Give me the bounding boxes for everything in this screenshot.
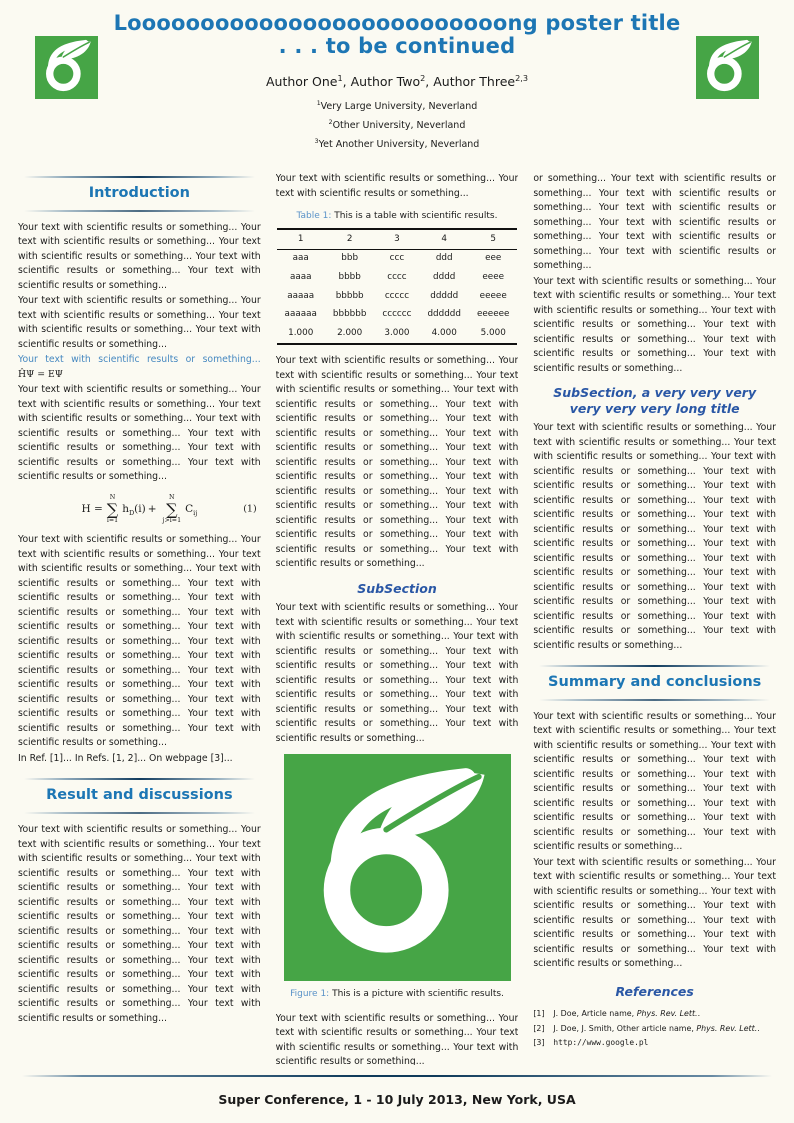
table-header-row bbox=[277, 229, 518, 249]
reference-text: J. Doe, Article name, Phys. Rev. Lett.. bbox=[553, 1009, 701, 1019]
reference-label: [2] bbox=[533, 1023, 545, 1033]
poster-title-line2: . . . to be continued bbox=[278, 33, 516, 58]
references-title: References bbox=[615, 983, 694, 999]
table-row bbox=[277, 249, 518, 268]
table-header-cell: 2 bbox=[325, 229, 375, 249]
green-leaf-logo bbox=[35, 36, 98, 99]
table-cell: 5.000 bbox=[480, 328, 506, 339]
section-summary bbox=[539, 665, 770, 701]
section-introduction bbox=[24, 176, 255, 212]
table-header-cell: 4 bbox=[419, 229, 469, 249]
section-results bbox=[24, 778, 255, 814]
reference-item bbox=[533, 1036, 776, 1050]
footer-conference-text: Super Conference, 1 - 10 July 2013, New York, USA bbox=[218, 1092, 576, 1107]
table-cell: eeeeee bbox=[476, 309, 510, 320]
table-cell: aaaa bbox=[289, 271, 312, 282]
table-header-cell: 5 bbox=[469, 229, 517, 249]
reference-label: [3] bbox=[533, 1037, 545, 1047]
table-row bbox=[277, 287, 518, 306]
figure-caption-text: This is a picture with scientific results. bbox=[329, 989, 504, 1000]
table-cell: dddd bbox=[433, 271, 456, 282]
table-cell: bbbb bbox=[338, 271, 361, 282]
column-middle bbox=[276, 172, 519, 1065]
body-paragraph: Your text with scientific results or something... Your text with scientific results or something... Your text with scientific results or something... Your text with scientific results or something... Your text with scientific results or something... bbox=[18, 221, 261, 291]
green-leaf-logo bbox=[696, 36, 759, 99]
subsection-title: SubSection, a very very very very very very long title bbox=[553, 385, 757, 416]
table-cell: cccccc bbox=[382, 309, 412, 320]
section-rule-bottom bbox=[24, 812, 255, 814]
body-paragraph: Your text with scientific results or something... Your text with scientific results or something... Your text with scientific results or something... Your text with scientific results or something... Your text with scientific results or something... Your text with scientific results or something... Your text with scientific results or something... Your text with scientific results or something... Your text with scientific results or something... Your text with scientific results or something... Your text with scientific results or something... Your text with scientific results or something... Your text with scientific results or something... Your text with scientific results or something... Your text with scientific results or something... bbox=[18, 534, 261, 749]
column-left bbox=[18, 172, 261, 1065]
table-header-cell: 3 bbox=[374, 229, 419, 249]
table-row bbox=[277, 306, 518, 325]
body-paragraph: Your text with scientific results or something... Your text with scientific results or something... Your text with scientific results or something... Your text with scientific results or something... Your text with scientific results or something... Your text with scientific results or something... Your text with scientific results or something... Your text with scientific results or something... Your text with scientific results or something... Your text with scientific results or something... Your text with scientific results or something... Your text with scientific results or something... Your text with scientific results or something... Your text with scientific results or something... Your text with scientific results or something... Your text with scientific results or something... bbox=[533, 422, 776, 651]
table-cell: eeee bbox=[482, 271, 505, 282]
poster-columns bbox=[18, 172, 776, 1065]
reference-text bbox=[553, 1036, 648, 1050]
citations-line: In Ref. [1]... In Refs. [1, 2]... On webpage [3]... bbox=[18, 752, 233, 764]
poster-header bbox=[0, 0, 794, 154]
table-cell: eeeee bbox=[479, 290, 507, 301]
table-header-cell: 1 bbox=[277, 229, 325, 249]
table-cell: 1.000 bbox=[288, 328, 314, 339]
table-caption-text: This is a table with scientific results. bbox=[331, 211, 498, 221]
table-cell: dddddd bbox=[427, 309, 461, 320]
reference-label: [1] bbox=[533, 1009, 545, 1019]
body-paragraph: or something... Your text with scientific results or something... Your text with scientific results or something... Your text with scientific results or something... Your text with scientific results or something... Your text with scientific results or something... Your text with scientific results or something... bbox=[533, 173, 776, 271]
table-cell: cccc bbox=[387, 271, 407, 282]
table-caption bbox=[276, 209, 519, 223]
equation-plus: + bbox=[147, 503, 157, 516]
affiliations bbox=[0, 97, 794, 154]
poster-title-line1: Loooooooooooooooooooooooooong poster title bbox=[113, 11, 681, 35]
emphasized-line bbox=[18, 353, 261, 382]
author: , Author Three$^{2,3}$ bbox=[425, 72, 529, 89]
column-right bbox=[533, 172, 776, 1065]
affiliation: $^1$Very Large University, Neverland bbox=[316, 99, 478, 112]
section-rule-bottom bbox=[539, 699, 770, 701]
authors-line bbox=[0, 72, 794, 88]
section-rule-bottom bbox=[24, 210, 255, 212]
table-cell: 4.000 bbox=[431, 328, 457, 339]
body-paragraph: Your text with scientific results or something... Your text with scientific results or something... Your text with scientific results or something... Your text with scientific results or something... Your text with scientific results or something... Your text with scientific results or something... Your text with scientific results or something... bbox=[533, 275, 776, 374]
table-cell: ddd bbox=[435, 253, 453, 264]
reference-list bbox=[533, 1007, 776, 1050]
section-title: Result and discussions bbox=[46, 787, 233, 804]
table-cell: bbb bbox=[341, 253, 359, 264]
summation-symbol: N ∑ j>i=1 bbox=[162, 493, 182, 524]
body-paragraph: Your text with scientific results or something... Your text with scientific results or something... Your text with scientific results or something... Your text with scientific results or something... bbox=[275, 1012, 519, 1065]
figure-caption-label: Figure 1: bbox=[290, 989, 330, 1000]
table-cell: ccc bbox=[389, 253, 405, 264]
results-table bbox=[277, 228, 518, 345]
body-paragraph: Your text with scientific results or something... Your text with scientific results or something... Your text with scientific results or something... Your text with scientific results or something... Your text with scientific results or something... Your text with scientific results or something... Your text with scientific results or something... Your text with scientific results or something... Your text with scientific results or something... Your text with scientific results or something... Your text with scientific results or something... Your text with scientific results or something... Your text with scientific results or something... Your text with scientific results or something... Your text with scientific results or something... bbox=[275, 355, 519, 570]
table-cell: aaaaaa bbox=[284, 309, 317, 320]
table-cell: aaaaa bbox=[287, 290, 315, 301]
equation-term: $C_{ij}$ bbox=[185, 502, 198, 518]
body-paragraph: Your text with scientific results or something... Your text with scientific results or something... Your text with scientific results or something... Your text with scientific results or something... Your text with scientific results or something... Your text with scientific results or something... Your text with scientific results or something... Your text with scientific results or something... Your text with scientific results or something... Your text with scientific results or something... Your text with scientific results or something... Your text with scientific results or something... Your text with scientific results or something... Your text with scientific results or something... bbox=[18, 824, 261, 1024]
equation-lhs: H bbox=[81, 503, 91, 516]
author: , Author Two$^2$ bbox=[342, 72, 426, 89]
equation-equals: = bbox=[93, 503, 103, 516]
summation-symbol: N ∑ i=1 bbox=[106, 493, 119, 524]
table-cell: 2.000 bbox=[337, 328, 363, 339]
reference-item bbox=[533, 1022, 776, 1036]
table-row bbox=[277, 268, 518, 287]
equation-number: (1) bbox=[243, 503, 257, 515]
subsection-title: SubSection bbox=[357, 580, 437, 596]
table-cell: bbbbbb bbox=[332, 309, 367, 320]
body-paragraph: Your text with scientific results or something... Your text with scientific results or something... Your text with scientific results or something... Your text with scientific results or something... Your text with scientific results or something... Your text with scientific results or something... Your text with scientific results or something... Your text with scientific results or something... Your text with scientific results or something... Your text with scientific results or something... bbox=[533, 710, 776, 853]
display-equation bbox=[18, 495, 261, 525]
body-paragraph: Your text with scientific results or something... Your text with scientific results or something... Your text with scientific results or something... Your text with scientific results or something... Your text with scientific results or something... Your text with scientific results or something... Your text with scientific results or something... Your text with scientific results or something... bbox=[533, 856, 776, 970]
author: Author One$^1$ bbox=[265, 72, 343, 89]
table-row bbox=[277, 325, 518, 345]
table-body bbox=[277, 249, 518, 344]
poster-title bbox=[0, 12, 794, 57]
body-paragraph: Your text with scientific results or something... Your text with scientific results or something... Your text with scientific results or something... Your text with scientific results or something... Your text with scientific results or something... Your text with scientific results or something... Your text with scientific results or something... Your text with scientific results or something... Your text with scientific results or something... Your text with scientific results or something... bbox=[275, 602, 519, 744]
table-caption-label: Table 1: bbox=[296, 211, 332, 221]
equation-term: $h_D(i)$ bbox=[122, 502, 146, 518]
body-paragraph: Your text with scientific results or something... Your text with scientific results or something... bbox=[275, 173, 519, 199]
table-cell: 3.000 bbox=[384, 328, 410, 339]
table-cell: ccccc bbox=[384, 290, 410, 301]
reference-text: J. Doe, J. Smith, Other article name, Phys. Rev. Lett.. bbox=[553, 1023, 760, 1033]
affiliation: $^2$Other University, Neverland bbox=[328, 118, 466, 131]
reference-link[interactable]: http://www.google.pl bbox=[553, 1037, 649, 1047]
table-cell: aaa bbox=[292, 253, 309, 264]
body-paragraph: Your text with scientific results or something... Your text with scientific results or something... Your text with scientific results or something... Your text with scientific results or something... bbox=[18, 295, 261, 350]
emphasized-text: Your text with scientific results or something... bbox=[18, 354, 261, 366]
inline-equation: ĤΨ = EΨ bbox=[18, 368, 63, 380]
body-paragraph: Your text with scientific results or something... Your text with scientific results or something... Your text with scientific results or something... Your text with scientific results or something... Your text with scientific results or something... Your text with scientific results or something... Your text with scientific results or something... bbox=[18, 384, 261, 483]
figure-caption bbox=[276, 987, 519, 1001]
section-title: Summary and conclusions bbox=[548, 674, 762, 691]
table-cell: ddddd bbox=[430, 290, 459, 301]
reference-item bbox=[533, 1007, 776, 1021]
section-title: Introduction bbox=[88, 185, 190, 201]
affiliation: $^3$Yet Another University, Neverland bbox=[314, 137, 480, 150]
table-cell: eee bbox=[485, 253, 502, 264]
table-cell: bbbbb bbox=[335, 290, 364, 301]
footer-rule bbox=[22, 1075, 772, 1077]
figure-image bbox=[284, 754, 511, 981]
